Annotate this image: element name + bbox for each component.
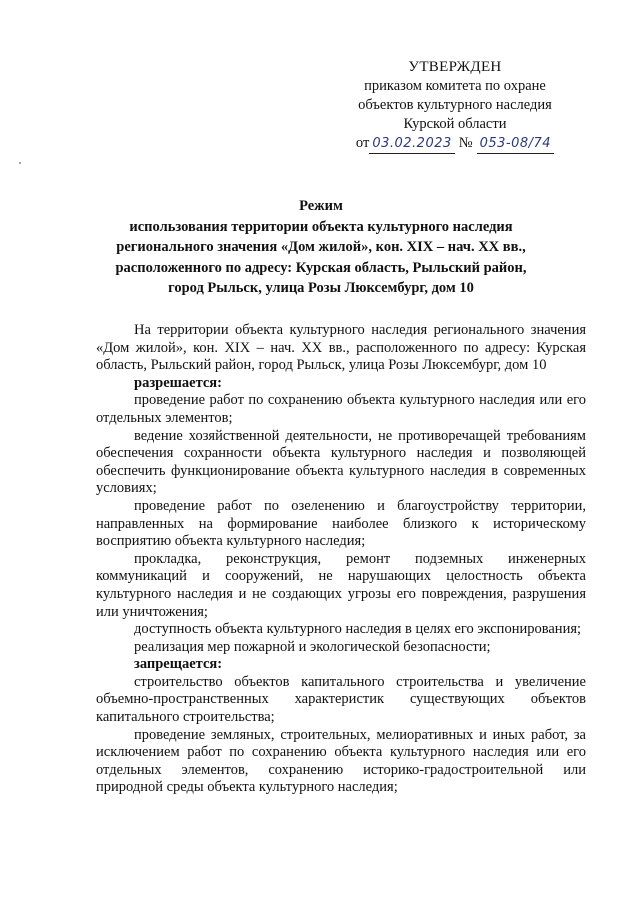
allowed-item: прокладка, реконструкция, ремонт подземных инженерных коммуникаций и сооружений, не нарушающих целостность объекта культурного наследия и не создающих угрозы его повреждения, разрушения или уничтожения; [96,550,586,620]
date-prefix: от [355,135,370,151]
approval-line: Курской области [403,116,507,132]
approval-line: приказом комитета по охране [364,78,546,94]
title-line: Режим [299,198,343,214]
approval-line: объектов культурного наследия [358,97,552,113]
allowed-item: проведение работ по озеленению и благоустройству территории, направленных на формирование наиболее близкого к историческому восприятию объекта культурного наследия; [96,497,586,550]
handwritten-number: 053-08/74 [477,134,554,154]
allowed-label: разрешается: [134,374,222,391]
document-title [96,196,546,299]
allowed-item: реализация мер пожарной и экологической безопасности; [134,638,491,655]
forbidden-label: запрещается: [134,656,223,673]
document-body [96,322,586,797]
allowed-item: проведение работ по сохранению объекта культурного наследия или его отдельных элементов; [96,392,586,426]
handwritten-date: 03.02.2023 [369,134,454,154]
title-line: использования территории объекта культурного наследия [129,218,513,235]
intro-paragraph: На территории объекта культурного наследия регионального значения «Дом жилой», кон. XIX – нач. XX вв., расположенного по адресу: Курская область, Рыльский район, город Рыльск, улица Розы Люксембург, дом 10 [96,322,586,374]
approval-reference [340,134,570,154]
title-line: расположенного по адресу: Курская область, Рыльский район, [115,259,527,276]
allowed-item: ведение хозяйственной деятельности, не противоречащей требованиям обеспечения сохранности объекта культурного наследия и позволяющей обеспечить функционирование объекта культурного наследия в современных условиях; [96,427,586,497]
scan-speck [19,162,21,164]
title-line: регионального значения «Дом жилой», кон. XIX – нач. XX вв., [116,239,526,255]
title-line: город Рыльск, улица Розы Люксембург, дом 10 [168,280,474,296]
forbidden-item: проведение земляных, строительных, мелиоративных и иных работ, за исключением работ по сохранению объекта культурного наследия или его отдельных элементов, сохранению историко-градостроительной или природной среды объекта культурного наследия; [96,726,586,796]
approval-heading: УТВЕРЖДЕН [408,59,502,75]
number-sign: № [458,135,473,151]
allowed-item: доступность объекта культурного наследия в целях его экспонирования; [134,621,582,638]
approval-stamp-block [340,58,570,154]
forbidden-item: строительство объектов капитального строительства и увеличение объемно-пространственных характеристик существующих объектов капитального строительства; [96,673,586,726]
